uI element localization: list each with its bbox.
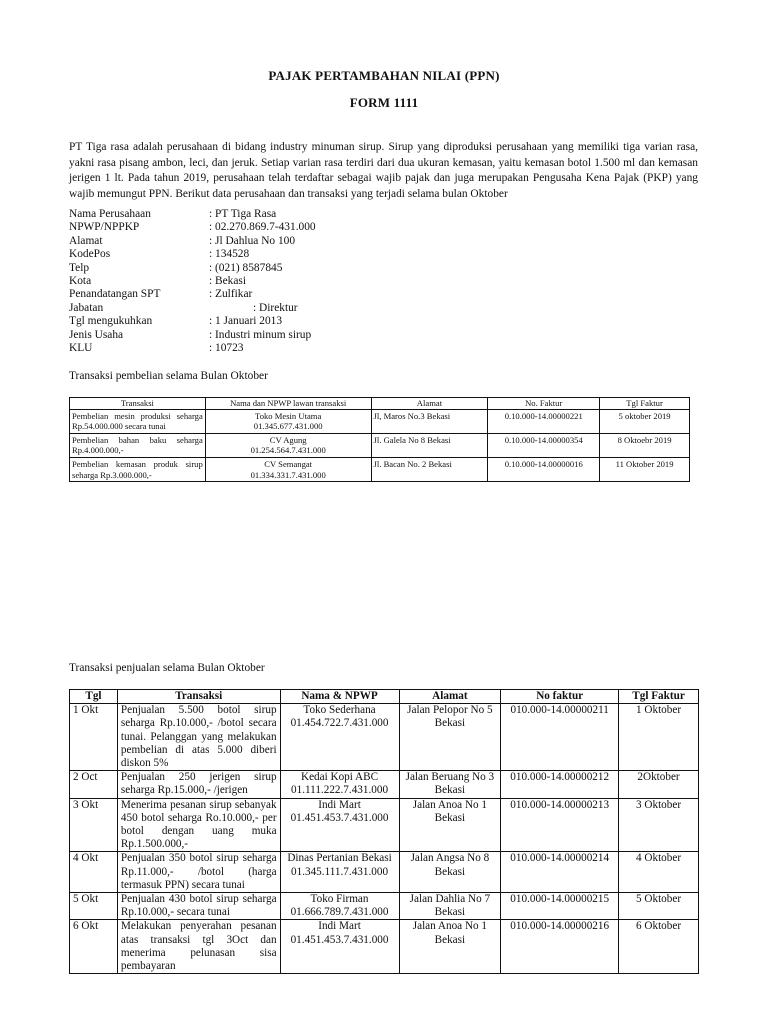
info-value: : 1 Januari 2013 (209, 315, 283, 328)
transaction-cell: Penjualan 430 botol sirup seharga Rp.10.000,- secara tunai (117, 893, 280, 920)
column-header: No. Faktur (488, 398, 600, 410)
counterparty-cell (280, 771, 399, 798)
transaction-cell: Penjualan 350 botol sirup seharga Rp.11.000,- /botol (harga termasuk PPN) secara tunai (117, 852, 280, 893)
transaction-cell: Penjualan 5.500 botol sirup seharga Rp.10.000,- /botol secara tunai. Pelanggan yang melakukan pembelian di atas 5.000 diberi diskon 5% (117, 704, 280, 771)
table-row (70, 852, 699, 893)
info-label: NPWP/NPPKP (69, 221, 140, 234)
info-label: KodePos (69, 248, 111, 261)
info-value: : 02.270.869.7-431.000 (209, 221, 316, 234)
transaction-cell: Menerima pesanan sirup sebanyak 450 botol seharga Ro.10.000,- per botol dengan uang muka Rp.1.500.000,- (117, 798, 280, 852)
counterparty-npwp: 01.345.677.431.000 (253, 421, 323, 432)
table-row (70, 704, 699, 771)
address-cell: Jalan Pelopor No 5 Bekasi (399, 704, 501, 771)
table-row (70, 409, 690, 433)
counterparty-cell (280, 893, 399, 920)
info-label: Penandatangan SPT (69, 288, 161, 301)
counterparty-name: Toko Sederhana (303, 704, 376, 717)
transaction-cell: Penjualan 250 jerigen sirup seharga Rp.15.000,- /jerigen (117, 771, 280, 798)
invoice-date-cell: 5 Oktober (619, 893, 699, 920)
counterparty-name: Indi Mart (318, 920, 361, 933)
info-label: Telp (69, 261, 90, 274)
form-number: FORM 1111 (349, 95, 419, 110)
info-row (69, 342, 316, 355)
counterparty-cell (205, 409, 371, 433)
info-row (69, 275, 316, 288)
info-value: : PT Tiga Rasa (209, 208, 277, 220)
info-row (69, 248, 316, 261)
counterparty-name: Kedai Kopi ABC (300, 771, 379, 784)
counterparty-npwp: 01.451.453.7.431.000 (290, 811, 389, 824)
table-row (70, 920, 699, 974)
column-header: No faktur (501, 690, 619, 704)
column-header: Nama dan NPWP lawan transaksi (205, 398, 371, 410)
table-header-row (70, 690, 699, 704)
info-value: : 10723 (209, 341, 244, 354)
date-cell: 2 Oct (70, 771, 118, 798)
address-cell: Jl. Galela No 8 Bekasi (371, 433, 488, 457)
counterparty-cell (205, 457, 371, 481)
counterparty-cell (205, 433, 371, 457)
purchase-section-title: Transaksi pembelian selama Bulan Oktober (69, 370, 268, 382)
invoice-number-cell: 010.000-14.00000211 (501, 704, 619, 771)
transaction-cell: Pembelian kemasan produk sirup seharga Rp.3.000.000,- (70, 457, 206, 481)
info-label: Nama Perusahaan (69, 208, 151, 220)
address-cell: Jalan Anoa No 1 Bekasi (399, 798, 501, 852)
date-cell: 4 Okt (70, 852, 118, 893)
invoice-number-cell: 0.10.000-14.00000221 (488, 409, 600, 433)
counterparty-npwp: 01.454.722.7.431.000 (290, 717, 389, 730)
counterparty-cell (280, 704, 399, 771)
table-row (70, 798, 699, 852)
info-row (69, 288, 316, 301)
column-header: Tgl (70, 690, 118, 704)
counterparty-name: Toko Firman (310, 893, 369, 906)
table-row (70, 457, 690, 481)
invoice-date-cell: 4 Oktober (619, 852, 699, 893)
date-cell: 5 Okt (70, 893, 118, 920)
counterparty-cell (280, 798, 399, 852)
info-label: Jenis Usaha (69, 328, 124, 341)
info-value: : 134528 (209, 248, 250, 261)
invoice-number-cell: 010.000-14.00000213 (501, 798, 619, 852)
invoice-number-cell: 010.000-14.00000215 (501, 893, 619, 920)
column-header: Alamat (399, 690, 501, 704)
counterparty-name: Indi Mart (318, 798, 361, 811)
invoice-date-cell: 8 Oktoebr 2019 (600, 433, 690, 457)
address-cell: Jalan Beruang No 3 Bekasi (399, 771, 501, 798)
date-cell: 1 Okt (70, 704, 118, 771)
address-cell: Jalan Anoa No 1 Bekasi (399, 920, 501, 974)
transaction-cell: Pembelian mesin produksi seharga Rp.54.000.000 secara tunai (70, 409, 206, 433)
counterparty-name: CV Agung (269, 434, 307, 445)
invoice-number-cell: 0.10.000-14.00000016 (488, 457, 600, 481)
table-row (70, 893, 699, 920)
invoice-number-cell: 010.000-14.00000216 (501, 920, 619, 974)
invoice-date-cell: 1 Oktober (619, 704, 699, 771)
column-header: Transaksi (117, 690, 280, 704)
info-value: : Direktur (253, 301, 298, 314)
address-cell: Jalan Dahlia No 7 Bekasi (399, 893, 501, 920)
counterparty-cell (280, 920, 399, 974)
info-value: : Zulfikar (209, 288, 253, 301)
column-header: Nama & NPWP (280, 690, 399, 704)
counterparty-npwp: 01.111.222.7.431.000 (291, 784, 389, 797)
info-label: KLU (69, 341, 93, 354)
date-cell: 3 Okt (70, 798, 118, 852)
company-info-list (69, 208, 316, 355)
transaction-cell: Pembelian bahan baku seharga Rp.4.000.000,- (70, 433, 206, 457)
sales-section-title: Transaksi penjualan selama Bulan Oktober (69, 662, 265, 674)
invoice-date-cell: 11 Oktober 2019 (600, 457, 690, 481)
counterparty-npwp: 01.334.331.7.431.000 (250, 469, 326, 480)
column-header: Tgl Faktur (619, 690, 699, 704)
counterparty-name: Dinas Pertanian Bekasi (287, 852, 392, 865)
info-row (69, 235, 316, 248)
document-title: PAJAK PERTAMBAHAN NILAI (PPN) (268, 68, 500, 83)
counterparty-npwp: 01.666.789.7.431.000 (290, 906, 389, 919)
info-row (69, 302, 316, 315)
table-header-row (70, 398, 690, 410)
info-row (69, 221, 316, 234)
counterparty-cell (280, 852, 399, 893)
column-header: Alamat (371, 398, 488, 410)
column-header: Tgl Faktur (600, 398, 690, 410)
purchase-table (69, 397, 690, 482)
intro-paragraph: PT Tiga rasa adalah perusahaan di bidang industry minuman sirup. Sirup yang diproduksi perusahaan yang memiliki tiga varian rasa, yakni rasa pisang ambon, leci, dan jeruk. Setiap varian rasa terdiri dari dua ukuran kemasan, yaitu kemasan botol 1.500 ml dan kemasan jerigen 1 lt. Pada tahun 2019, perusahaan telah terdaftar sebagai wajib pajak dan juga merupakan Pengusaha Kena Pajak (PKP) yang wajib memungut PPN. Berikut data perusahaan dan transaksi yang terjadi selama bulan Oktober (69, 141, 698, 200)
info-row (69, 329, 316, 342)
date-cell: 6 Okt (70, 920, 118, 974)
counterparty-name: CV Semangat (264, 458, 313, 469)
counterparty-name: Toko Mesin Utama (255, 410, 322, 421)
invoice-date-cell: 5 oktober 2019 (600, 409, 690, 433)
table-row (70, 433, 690, 457)
invoice-date-cell: 3 Oktober (619, 798, 699, 852)
address-cell: Jl, Maros No.3 Bekasi (371, 409, 488, 433)
info-label: Tgl mengukuhkan (69, 315, 153, 328)
invoice-date-cell: 2Oktober (619, 771, 699, 798)
transaction-cell: Melakukan penyerahan pesanan atas transaksi tgl 3Oct dan menerima pelunasan sisa pembayaran (117, 920, 280, 974)
info-value: : (021) 8587845 (209, 261, 283, 274)
info-row (69, 262, 316, 275)
info-label: Alamat (69, 234, 103, 247)
info-value: : Industri minum sirup (209, 328, 312, 341)
invoice-number-cell: 0.10.000-14.00000354 (488, 433, 600, 457)
address-cell: Jl. Bacan No. 2 Bekasi (371, 457, 488, 481)
info-row (69, 315, 316, 328)
address-cell: Jalan Angsa No 8 Bekasi (399, 852, 501, 893)
invoice-number-cell: 010.000-14.00000214 (501, 852, 619, 893)
table-row (70, 771, 699, 798)
counterparty-npwp: 01.345.111.7.431.000 (291, 865, 389, 878)
column-header: Transaksi (70, 398, 206, 410)
sales-table (69, 689, 699, 974)
counterparty-npwp: 01.254.564.7.431.000 (250, 445, 326, 456)
info-label: Kota (69, 274, 92, 287)
counterparty-npwp: 01.451.453.7.431.000 (290, 933, 389, 946)
invoice-date-cell: 6 Oktober (619, 920, 699, 974)
info-value: : Bekasi (209, 274, 247, 287)
info-row (69, 208, 316, 221)
info-label: Jabatan (69, 301, 104, 314)
invoice-number-cell: 010.000-14.00000212 (501, 771, 619, 798)
info-value: : Jl Dahlua No 100 (209, 234, 296, 247)
